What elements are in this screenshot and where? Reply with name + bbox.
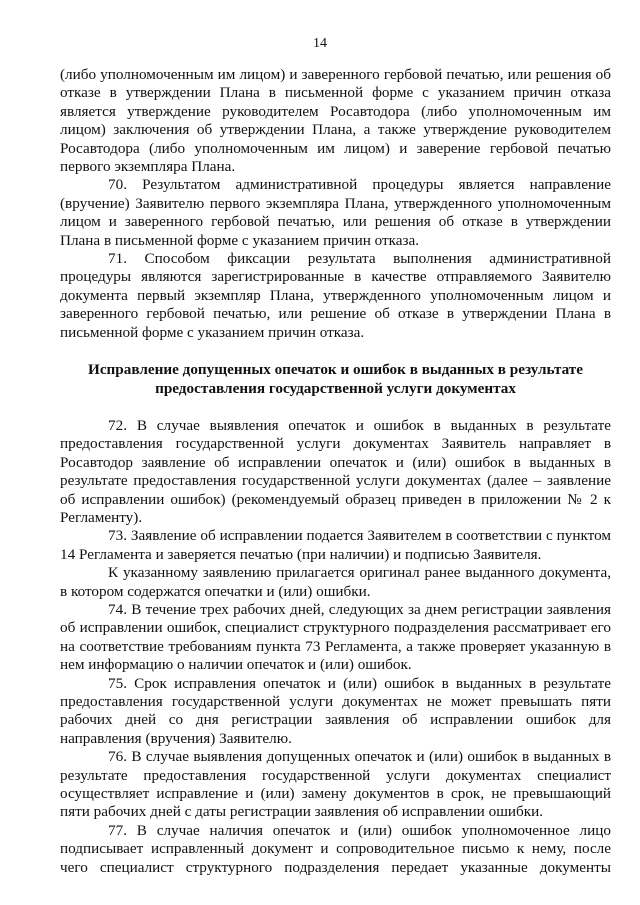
paragraph-71: 71. Способом фиксации результата выполнения административной процедуры являются зарегистрированные в качестве отправляемого Заявителю документа первый экземпляр Плана, утвержденного уполномоченным лицом и заверенного гербовой печатью, или решение об отказе в утверждении Плана в письменной форме с указанием причин отказа. [60, 250, 611, 341]
paragraph-76: 76. В случае выявления допущенных опечаток и (или) ошибок в выданных в результате предоставления государственной услуги документах специалист осуществляет исправление и (или) замену документов в срок, не превышающий пяти рабочих дней с даты регистрации заявления об исправлении ошибки. [60, 748, 611, 821]
paragraph-77: 77. В случае наличия опечаток и (или) ошибок уполномоченное лицо подписывает исправленный документ и сопроводительное письмо к нему, после чего специалист структурного подразделения передает указанные документы [60, 821, 611, 876]
paragraph-continued: (либо уполномоченным им лицом) и заверенного гербовой печатью, или решения об отказе в утверждении Плана в письменной форме с указанием причин отказа является утверждение руководителем Росавтодора (либо уполномоченным им лицом) заключения об утверждении Плана, а также утверждение руководителем Росавтодора (либо уполномоченным им лицом) и заверение гербовой печатью первого экземпляра Плана. [60, 66, 611, 176]
section-heading: Исправление допущенных опечаток и ошибок в выданных в результате предоставления государственной услуги документах [88, 361, 583, 397]
document-body [60, 66, 611, 877]
paragraph-70: 70. Результатом административной процедуры является направление (вручение) Заявителю первого экземпляра Плана, утвержденного уполномоченным лицом и заверенного гербовой печатью, или решения об отказе в утверждении Плана в письменной форме с указанием причин отказа. [60, 176, 611, 249]
paragraph-74: 74. В течение трех рабочих дней, следующих за днем регистрации заявления об исправлении ошибок, специалист структурного подразделения рассматривает его на соответствие требованиям пункта 73 Регламента, а также проверяет указанную в нем информацию о наличии опечаток и (или) ошибок. [60, 600, 611, 674]
paragraph-73-attachment: К указанному заявлению прилагается оригинал ранее выданного документа, в котором содержатся опечатки и (или) ошибки. [60, 564, 611, 600]
paragraph-72: 72. В случае выявления опечаток и ошибок в выданных в результате предоставления государственной услуги документах Заявитель направляет в Росавтодор заявление об исправлении опечаток и (или) ошибок в выданных в результате предоставления государственной услуги документах (далее – заявление об исправлении ошибок) (рекомендуемый образец приведен в приложении № 2 к Регламенту). [60, 416, 611, 526]
page-number: 14 [313, 36, 327, 51]
paragraph-75: 75. Срок исправления опечаток и (или) ошибок в выданных в результате предоставления государственной услуги документах не может превышать пяти рабочих дней со дня регистрации заявления об исправлении ошибок для направления (вручения) Заявителю. [60, 674, 611, 747]
paragraph-73: 73. Заявление об исправлении подается Заявителем в соответствии с пунктом 14 Регламента и заверяется печатью (при наличии) и подписью Заявителя. [60, 527, 611, 563]
